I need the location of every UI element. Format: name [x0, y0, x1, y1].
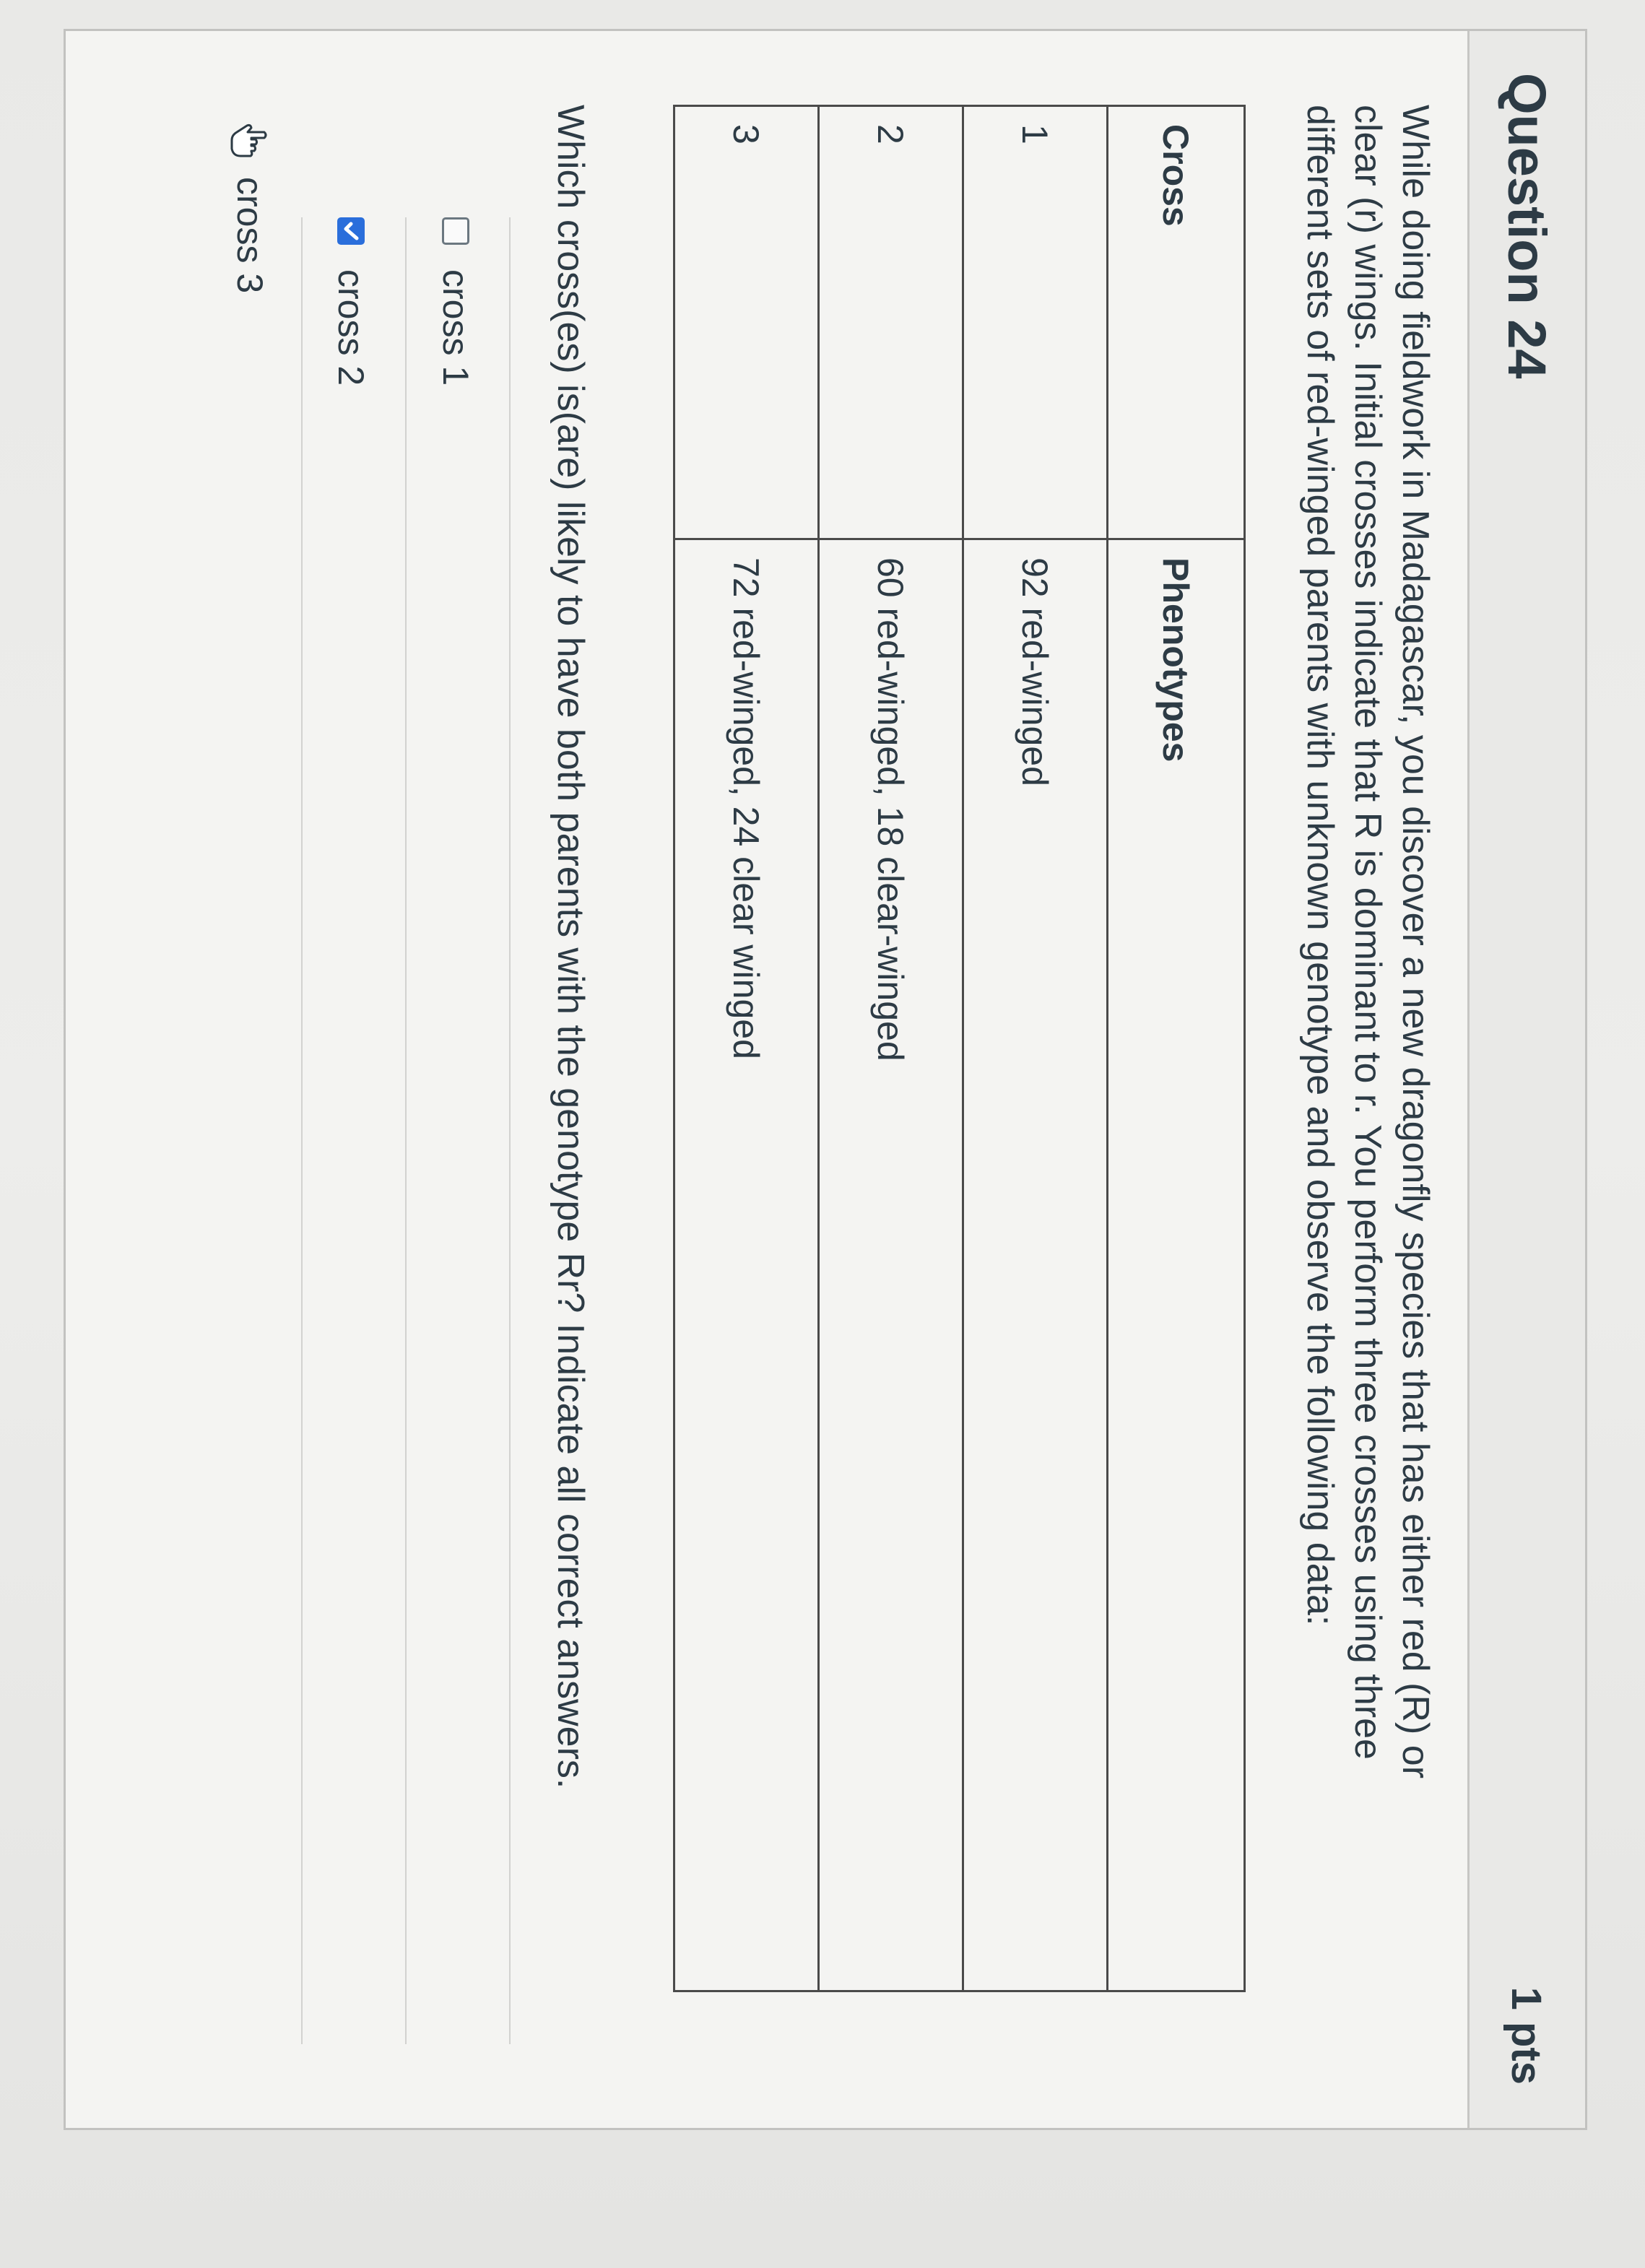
prompt-line: different sets of red-winged parents with unknown genotype and observe the following data:	[1299, 105, 1341, 1626]
question-card	[64, 29, 1587, 2130]
column-header-cross: Cross	[1108, 106, 1245, 539]
answer-label: cross 1	[435, 269, 476, 386]
table-row	[963, 106, 1108, 1991]
table-cell: 1	[963, 106, 1108, 539]
table-cell: 72 red-winged, 24 clear winged	[674, 539, 819, 1991]
table-header-row	[1108, 106, 1245, 1991]
checkbox-checked-icon[interactable]	[337, 217, 365, 245]
prompt-line: While doing fieldwork in Madagascar, you discover a new dragonfly species that has either red (R) or	[1394, 105, 1436, 1779]
answer-option-cross-1[interactable]	[435, 217, 477, 386]
answer-label: cross 2	[331, 269, 371, 386]
cross-data-table	[673, 105, 1246, 1992]
question-points: 1 pts	[1503, 1986, 1550, 2085]
answer-option-cross-2[interactable]	[330, 217, 372, 386]
table-cell: 2	[819, 106, 963, 539]
question-header	[1467, 31, 1585, 2128]
table-cell: 60 red-winged, 18 clear-winged	[819, 539, 963, 1991]
checkmark-icon	[340, 220, 362, 242]
column-header-phenotypes: Phenotypes	[1108, 539, 1245, 1991]
question-text: Which cross(es) is(are) likely to have both parents with the genotype Rr? Indicate all correct answers.	[550, 105, 591, 1789]
table-row	[674, 106, 819, 1991]
answer-label: cross 3	[230, 177, 270, 294]
table-cell: 3	[674, 106, 819, 539]
divider	[405, 217, 407, 2044]
prompt-line: clear (r) wings. Initial crosses indicate that R is dominant to r. You perform three crosses using three	[1347, 105, 1389, 1760]
divider	[301, 217, 303, 2044]
table-row	[819, 106, 963, 1991]
table-cell: 92 red-winged	[963, 539, 1108, 1991]
hand-pointer-icon	[230, 118, 270, 158]
answer-option-cross-3[interactable]	[229, 118, 271, 293]
checkbox-unchecked-icon[interactable]	[442, 217, 469, 245]
question-prompt	[1296, 105, 1439, 2054]
question-title: Question 24	[1497, 73, 1557, 379]
divider	[509, 217, 511, 2044]
